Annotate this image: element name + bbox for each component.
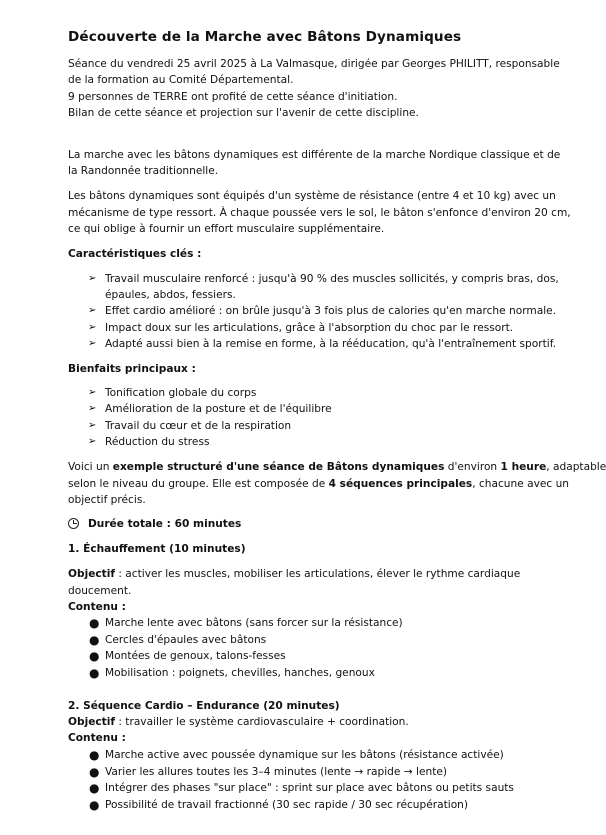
arrow-bullet-icon: ➢ xyxy=(88,273,97,284)
list-item: Amélioration de la posture et de l'équilibre xyxy=(105,403,332,415)
objective-line: Objectif : travailler le système cardiovasculaire + coordination. xyxy=(68,716,409,728)
list-item: Varier les allures toutes les 3–4 minutes (lente → rapide → lente) xyxy=(105,766,448,778)
arrow-bullet-icon: ➢ xyxy=(88,403,97,414)
arrow-bullet-icon: ➢ xyxy=(88,387,97,398)
list-item: Marche active avec poussée dynamique sur les bâtons (résistance activée) xyxy=(105,749,504,761)
list-item: Travail musculaire renforcé : jusqu'à 90 % des muscles sollicités, y compris bras, dos, xyxy=(105,273,559,285)
arrow-bullet-icon: ➢ xyxy=(88,322,97,333)
list-item-continuation: épaules, abdos, fessiers. xyxy=(105,289,236,301)
list-item: Cercles d'épaules avec bâtons xyxy=(105,634,267,646)
list-item: Travail du cœur et de la respiration xyxy=(105,420,292,432)
section-heading-cardio: 2. Séquence Cardio – Endurance (20 minutes) xyxy=(68,700,340,712)
dot-bullet-icon: ● xyxy=(89,666,100,680)
list-item: Réduction du stress xyxy=(105,436,210,448)
intro-line: 9 personnes de TERRE ont profité de cette séance d'initiation. xyxy=(68,91,398,103)
arrow-bullet-icon: ➢ xyxy=(88,436,97,447)
arrow-bullet-icon: ➢ xyxy=(88,420,97,431)
dot-bullet-icon: ● xyxy=(89,765,100,779)
characteristics-heading: Caractéristiques clés : xyxy=(68,248,202,260)
session-intro-line: Voici un exemple structuré d'une séance de Bâtons dynamiques d'environ 1 heure, adaptable xyxy=(68,461,606,473)
dot-bullet-icon: ● xyxy=(89,633,100,647)
dot-bullet-icon: ● xyxy=(89,798,100,812)
intro-line: de la formation au Comité Départemental. xyxy=(68,74,294,86)
objective-line: Objectif : activer les muscles, mobiliser les articulations, élever le rythme cardiaque xyxy=(68,568,521,580)
section-heading-warmup: 1. Échauffement (10 minutes) xyxy=(68,543,246,555)
paragraph-line: la Randonnée traditionnelle. xyxy=(68,165,219,177)
content-label: Contenu : xyxy=(68,732,126,744)
list-item: Montées de genoux, talons-fesses xyxy=(105,650,286,662)
objective-line: doucement. xyxy=(68,585,132,597)
list-item: Marche lente avec bâtons (sans forcer sur la résistance) xyxy=(105,617,403,629)
intro-line: Bilan de cette séance et projection sur l'avenir de cette discipline. xyxy=(68,107,419,119)
arrow-bullet-icon: ➢ xyxy=(88,305,97,316)
content-label: Contenu : xyxy=(68,601,126,613)
intro-line: Séance du vendredi 25 avril 2025 à La Valmasque, dirigée par Georges PHILITT, responsable xyxy=(68,58,560,70)
list-item: Tonification globale du corps xyxy=(105,387,257,399)
paragraph-line: ce qui oblige à fournir un effort musculaire supplémentaire. xyxy=(68,223,385,235)
session-intro-line: selon le niveau du groupe. Elle est composée de 4 séquences principales, chacune avec un xyxy=(68,478,570,490)
benefits-heading: Bienfaits principaux : xyxy=(68,363,196,375)
list-item: Adapté aussi bien à la remise en forme, à la rééducation, qu'à l'entraînement sportif. xyxy=(105,338,557,350)
dot-bullet-icon: ● xyxy=(89,649,100,663)
paragraph-line: mécanisme de type ressort. À chaque poussée vers le sol, le bâton s'enfonce d'environ 20 cm, xyxy=(68,207,571,219)
arrow-bullet-icon: ➢ xyxy=(88,338,97,349)
dot-bullet-icon: ● xyxy=(89,616,100,630)
list-item: Effet cardio amélioré : on brûle jusqu'à 3 fois plus de calories qu'en marche normale. xyxy=(105,305,557,317)
list-item: Impact doux sur les articulations, grâce à l'absorption du choc par le ressort. xyxy=(105,322,514,334)
list-item: Possibilité de travail fractionné (30 sec rapide / 30 sec récupération) xyxy=(105,799,469,811)
clock-icon xyxy=(68,518,79,529)
paragraph-line: Les bâtons dynamiques sont équipés d'un système de résistance (entre 4 et 10 kg) avec un xyxy=(68,190,556,202)
dot-bullet-icon: ● xyxy=(89,781,100,795)
list-item: Intégrer des phases "sur place" : sprint sur place avec bâtons ou petits sauts xyxy=(105,782,514,794)
list-item: Mobilisation : poignets, chevilles, hanches, genoux xyxy=(105,667,375,679)
paragraph-line: La marche avec les bâtons dynamiques est différente de la marche Nordique classique et de xyxy=(68,149,561,161)
total-duration: Durée totale : 60 minutes xyxy=(88,518,242,530)
session-intro-line: objectif précis. xyxy=(68,494,146,506)
document-title: Découverte de la Marche avec Bâtons Dynamiques xyxy=(68,29,462,45)
dot-bullet-icon: ● xyxy=(89,748,100,762)
